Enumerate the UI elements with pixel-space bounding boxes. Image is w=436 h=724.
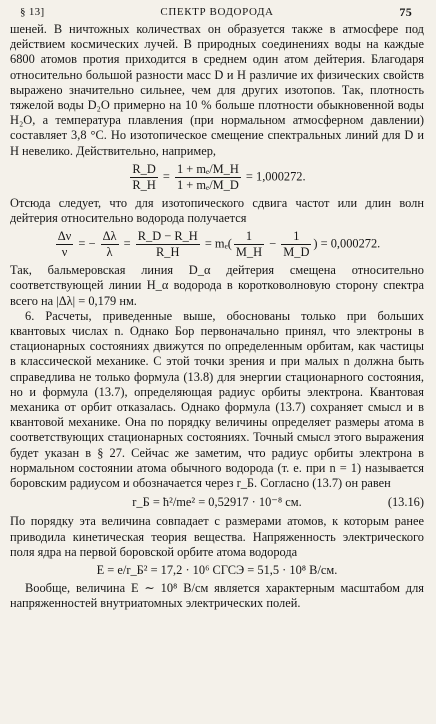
- eq2-t3n: R_D − R_H: [137, 229, 198, 244]
- eq2-t2d: λ: [106, 245, 113, 260]
- paragraph-4: 6. Расчеты, приведенные выше, обоснованы только при больших квантовых числах n. Однако Бор первоначально принял, что электроны в стационарных состояниях движутся по определенным орбитам, как частицы в классической механике. С этой точки зрения и при малых n должна быть справедлива не только формула (13.8) для энергии стационарного состояния, но и формула (13.7), определяющая радиус орбиты электрона. Квантовая механика от орбит отказалась. Однако формула (13.7) сохраняет смысл и в квантовой механике. Она по порядку величины определяет размеры атома в соответствующих стационарных состояниях. Точный смысл этого выражения будет указан в § 27. Сейчас же заметим, что радиус орбиты электрона в нормальном состоянии атома обычного водорода (т. е. при n = 1) называется боровским радиусом и обозначается через r_Б. Согласно (13.7) он равен: [10, 308, 424, 491]
- chapter-title: СПЕКТР ВОДОРОДА: [160, 6, 274, 18]
- equation-field-strength: [10, 563, 424, 578]
- eq1-lhs-den: R_H: [132, 177, 156, 192]
- eq1-lhs-num: R_D: [132, 161, 156, 176]
- paragraph-1: шеней. В ничтожных количествах он образуется также в атмосфере под действием космических лучей. В природных соединениях воды на каждые 6800 атомов протия приходится в среднем один атом дейтерия. Благодаря относительно большой разности масс D и H различие их физических свойств выражено значительно сильнее, чем для других изотопов. Так, плотность тяжелой воды D₂O примерно на 10 % больше плотности обыкновенной воды H₂O, а температура плавления (при нормальном атмосферном давлении) составляет 3,8 °C. Но изотопическое смещение спектральных линий для D и H невелико. Действительно, например,: [10, 22, 424, 158]
- eq2-t1n: Δν: [57, 229, 72, 244]
- page-number: 75: [399, 5, 412, 19]
- equation-isotope-shift: $\frac{\Delta\nu}{\nu}$ = − $\frac{\Delta\lambda}{\lambda}$ = $\frac{R\_D - R\_H}{R\_H}$ = mₑ( $\frac{1}{M\_H}$ − $\frac{1}{M\_D}$ ) = 0,000272.: [57, 229, 381, 260]
- eq2-t2n: Δλ: [102, 229, 117, 244]
- eq4-text: E = e/r_Б² = 17,2 · 10⁶ СГСЭ = 51,5 · 10⁸ В/см.: [96, 563, 338, 578]
- body-text: [10, 22, 424, 612]
- eq3-text: r_Б = ħ²/me² = 0,52917 · 10⁻⁸ см.: [132, 495, 302, 510]
- eq1-rhs-den: 1 + mₑ/M_D: [177, 177, 239, 192]
- eq2-result: ) = 0,000272.: [313, 236, 381, 251]
- eq2-t4d: M_H: [235, 245, 263, 260]
- paragraph-3: Так, бальмеровская линия D_α дейтерия смещена относительно соответствующей линии H_α водорода в коротковолновую сторону спектра всего на |Δλ| = 0,179 нм.: [10, 263, 424, 308]
- eq1-result: = 1,000272.: [245, 169, 306, 184]
- eq3-number: (13.16): [387, 495, 424, 510]
- eq2-t1d: ν: [61, 245, 68, 260]
- eq1-rhs-num: 1 + mₑ/M_H: [177, 161, 239, 176]
- eq2-mid: = mₑ(: [204, 236, 232, 251]
- paragraph-5: По порядку эта величина совпадает с размерами атомов, к которым ранее приводила кинетическая теория вещества. Напряженность электрического поля ядра на первой боровской орбите атома водорода: [10, 514, 424, 559]
- section-ref: § 13]: [20, 6, 45, 18]
- eq2-t5n: 1: [281, 229, 311, 245]
- equation-bohr-radius: [10, 495, 424, 510]
- equation-rydberg-ratio: $\frac{R\_D}{R\_H}$ = $\frac{\text{1 + mₑ/M\_H}}{\text{1 + mₑ/M\_D}}$ = 1,000272.: [132, 161, 306, 192]
- paragraph-6: Вообще, величина E ∼ 10⁸ В/см является характерным масштабом для напряженностей внутриатомных электрических полей.: [10, 581, 424, 611]
- running-header: [10, 0, 424, 22]
- eq2-t5d: M_D: [283, 245, 310, 260]
- eq2-t3d: R_H: [156, 245, 180, 260]
- eq2-t4n: 1: [234, 229, 264, 245]
- paragraph-2: Отсюда следует, что для изотопического сдвига частот или длин волн дейтерия относительно водорода получается: [10, 195, 424, 226]
